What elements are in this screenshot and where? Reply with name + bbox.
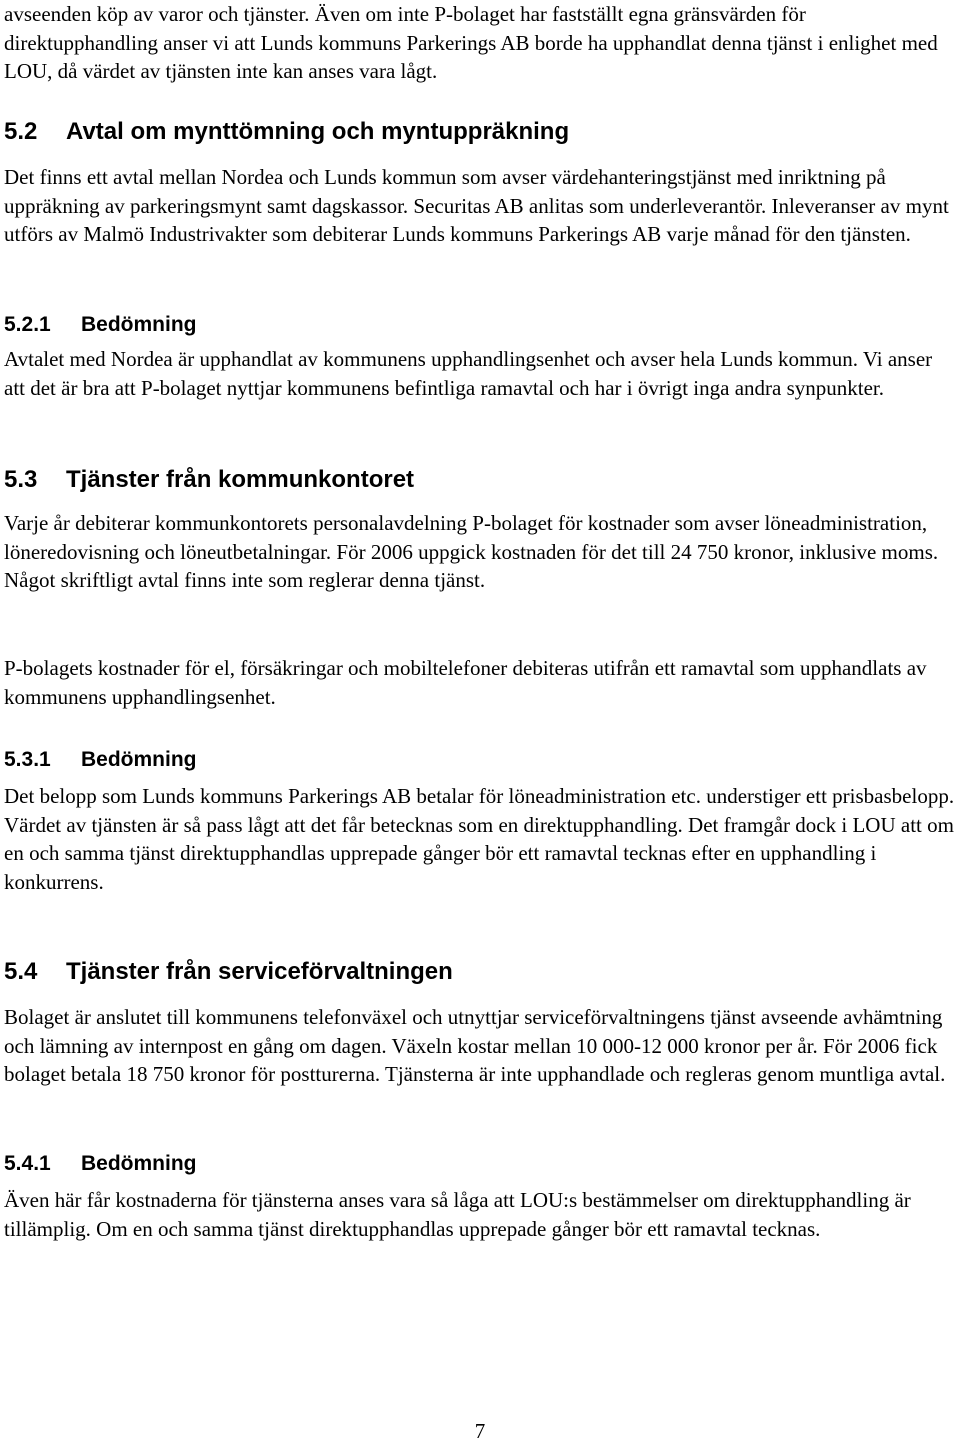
subsection-number: 5.3.1 [4,748,51,771]
subsection-title: Bedömning [81,313,197,336]
section-heading-5-2 [4,117,569,147]
subsection-5-4-1-paragraph: Även här får kostnaderna för tjänsterna anses vara så låga att LOU:s bestämmelser om direktupphandling är tillämplig. Om en och samma tjänst direktupphandlas upprepade gånger bör ett ramavtal tecknas. [4,1188,911,1241]
section-5-2-paragraph: Det finns ett avtal mellan Nordea och Lunds kommun som avser värdehanteringstjänst med inriktning på uppräkning av parkeringsmynt samt dagskassor. Securitas AB anlitas som underleverantör. Inleveranser av mynt utförs av Malmö Industrivakter som debiterar Lunds kommuns Parkerings AB varje månad för den tjänsten. [4,165,949,246]
section-heading-5-3 [4,465,414,495]
subsection-title: Bedömning [81,748,197,771]
section-5-3-paragraph-2: P-bolagets kostnader för el, försäkringar och mobiltelefoner debiteras utifrån ett ramavtal som upphandlats av kommunens upphandlingsenhet. [4,656,927,709]
section-5-4-paragraph: Bolaget är anslutet till kommunens telefonväxel och utnyttjar serviceförvaltningens tjänst avseende avhämtning och lämning av internpost en gång om dagen. Växeln kostar mellan 10 000-12 000 kronor per år. För 2006 fick bolaget betala 18 750 kronor för postturerna. Tjänsterna är inte upphandlade och regleras genom muntliga avtal. [4,1005,946,1086]
section-title: Tjänster från kommunkontoret [66,466,415,493]
section-number: 5.2 [4,118,38,145]
subsection-heading-5-3-1 [4,746,197,774]
intro-paragraph: avseenden köp av varor och tjänster. Även om inte P-bolaget har fastställt egna gränsvärden för direktupphandling anser vi att Lunds kommuns Parkerings AB borde ha upphandlat denna tjänst i enlighet med LOU, då värdet av tjänsten inte kan anses vara lågt. [4,2,938,83]
section-title: Avtal om mynttömning och myntuppräkning [66,118,570,145]
subsection-5-2-1-paragraph: Avtalet med Nordea är upphandlat av kommunens upphandlingsenhet och avser hela Lunds kommun. Vi anser att det är bra att P-bolaget nyttjar kommunens befintliga ramavtal och har i övrigt inga andra synpunkter. [4,347,933,400]
section-number: 5.4 [4,958,38,985]
section-heading-5-4 [4,957,453,987]
subsection-heading-5-2-1 [4,311,197,339]
subsection-heading-5-4-1 [4,1150,197,1178]
subsection-5-3-1-paragraph: Det belopp som Lunds kommuns Parkerings AB betalar för löneadministration etc. understiger ett prisbasbelopp. Värdet av tjänsten är så pass lågt att det får betecknas som en direktupphandling. Det framgår dock i LOU att om en och samma tjänst direktupphandlas upprepade gånger bör ett ramavtal tecknas efter en upphandling i konkurrens. [4,784,955,894]
subsection-number: 5.4.1 [4,1152,51,1175]
page-number: 7 [474,1419,486,1443]
section-title: Tjänster från serviceförvaltningen [66,958,453,985]
section-number: 5.3 [4,466,38,493]
subsection-title: Bedömning [81,1152,197,1175]
subsection-number: 5.2.1 [4,313,51,336]
section-5-3-paragraph-1: Varje år debiterar kommunkontorets personalavdelning P-bolaget för kostnader som avser löneadministration, löneredovisning och löneutbetalningar. För 2006 uppgick kostnaden för det till 24 750 kronor, inklusive moms. Något skriftligt avtal finns inte som reglerar denna tjänst. [4,511,939,592]
